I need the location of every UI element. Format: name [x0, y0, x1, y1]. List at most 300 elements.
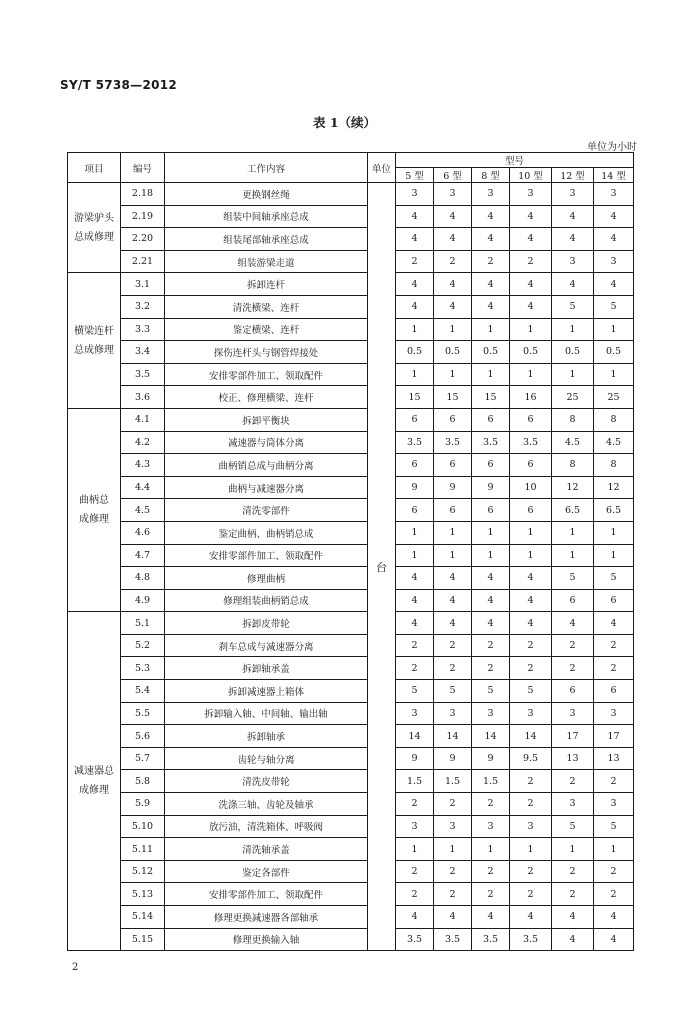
hours-value-cell: 2 [396, 883, 434, 906]
hours-value-cell: 6 [510, 408, 552, 431]
hours-value-cell: 4 [552, 906, 594, 929]
hours-value-cell: 4.5 [594, 431, 634, 454]
hours-value-cell: 4 [434, 589, 472, 612]
standard-code: SY/T 5738—2012 [60, 78, 178, 92]
hours-value-cell: 4 [594, 928, 634, 951]
hours-value-cell: 2 [434, 793, 472, 816]
hours-value-cell: 8 [594, 408, 634, 431]
hours-value-cell: 1 [434, 363, 472, 386]
work-content-cell: 清洗横梁、连杆 [165, 295, 368, 318]
work-content-cell: 拆卸轴承 [165, 725, 368, 748]
work-content-cell: 拆卸输入轴、中间轴、输出轴 [165, 702, 368, 725]
hours-value-cell: 3 [472, 183, 510, 206]
work-content-cell: 鉴定曲柄、曲柄销总成 [165, 521, 368, 544]
work-content-cell: 曲柄与减速器分离 [165, 476, 368, 499]
hours-value-cell: 6 [396, 454, 434, 477]
hours-value-cell: 4 [472, 589, 510, 612]
hours-value-cell: 14 [396, 725, 434, 748]
hours-value-cell: 4 [434, 295, 472, 318]
table-row [68, 386, 634, 409]
hours-value-cell: 1 [396, 363, 434, 386]
hours-value-cell: 6 [472, 408, 510, 431]
hours-value-cell: 6.5 [552, 499, 594, 522]
hours-value-cell: 3.5 [472, 928, 510, 951]
hours-value-cell: 1 [594, 521, 634, 544]
hours-value-cell: 3 [510, 183, 552, 206]
work-content-cell: 探伤连杆头与钢管焊接处 [165, 341, 368, 364]
hours-value-cell: 2 [510, 250, 552, 273]
hours-value-cell: 5 [594, 295, 634, 318]
hours-value-cell: 1 [552, 544, 594, 567]
hours-value-cell: 10 [510, 476, 552, 499]
hours-value-cell: 4 [472, 295, 510, 318]
hours-value-cell: 12 [594, 476, 634, 499]
hours-value-cell: 2 [510, 860, 552, 883]
hours-value-cell: 1 [594, 363, 634, 386]
hours-value-cell: 4 [472, 205, 510, 228]
hours-value-cell: 1 [594, 318, 634, 341]
work-content-cell: 组装中间轴承座总成 [165, 205, 368, 228]
hours-value-cell: 25 [594, 386, 634, 409]
item-number-cell: 3.4 [121, 341, 165, 364]
hours-value-cell: 1 [434, 544, 472, 567]
hours-value-cell: 0.5 [434, 341, 472, 364]
table-row [68, 747, 634, 770]
hours-value-cell: 2 [396, 860, 434, 883]
item-number-cell: 3.3 [121, 318, 165, 341]
hours-value-cell: 2 [510, 770, 552, 793]
work-content-cell: 更换钢丝绳 [165, 183, 368, 206]
group-name-cell [68, 612, 121, 951]
hours-value-cell: 2 [396, 793, 434, 816]
hours-value-cell: 3 [552, 250, 594, 273]
table-row [68, 680, 634, 703]
hours-value-cell: 1 [472, 363, 510, 386]
hours-value-cell: 2 [510, 657, 552, 680]
hours-value-cell: 9 [434, 747, 472, 770]
hours-value-cell: 1 [552, 838, 594, 861]
hours-value-cell: 3 [552, 793, 594, 816]
hours-value-cell: 3 [594, 250, 634, 273]
work-content-cell: 安排零部件加工、领取配件 [165, 363, 368, 386]
hours-value-cell: 4 [472, 612, 510, 635]
hours-value-cell: 6 [510, 454, 552, 477]
hours-value-cell: 14 [510, 725, 552, 748]
work-content-cell: 拆卸减速器上箱体 [165, 680, 368, 703]
hours-value-cell: 15 [472, 386, 510, 409]
work-content-cell: 鉴定各部件 [165, 860, 368, 883]
hours-value-cell: 2 [594, 883, 634, 906]
hours-value-cell: 2 [552, 634, 594, 657]
hours-value-cell: 2 [552, 657, 594, 680]
item-number-cell: 2.21 [121, 250, 165, 273]
work-content-cell: 组装尾部轴承座总成 [165, 228, 368, 251]
table-row [68, 634, 634, 657]
item-number-cell: 5.11 [121, 838, 165, 861]
hours-value-cell: 2 [472, 250, 510, 273]
hours-value-cell: 4 [510, 567, 552, 590]
hours-value-cell: 2 [434, 860, 472, 883]
hours-value-cell: 8 [552, 454, 594, 477]
item-number-cell: 5.12 [121, 860, 165, 883]
group-name-line: 减速器总 [74, 766, 114, 778]
hours-value-cell: 0.5 [594, 341, 634, 364]
hours-value-cell: 2 [472, 860, 510, 883]
item-number-cell: 5.4 [121, 680, 165, 703]
hours-value-cell: 1 [594, 838, 634, 861]
hours-value-cell: 3 [510, 702, 552, 725]
hours-value-cell: 2 [510, 883, 552, 906]
header-model: 10 型 [510, 168, 552, 183]
hours-value-cell: 2 [552, 770, 594, 793]
hours-value-cell: 2 [510, 634, 552, 657]
hours-value-cell: 4 [472, 906, 510, 929]
item-number-cell: 4.1 [121, 408, 165, 431]
hours-value-cell: 6 [552, 680, 594, 703]
hours-value-cell: 1 [396, 521, 434, 544]
table-row [68, 657, 634, 680]
hours-value-cell: 2 [396, 657, 434, 680]
work-content-cell: 组装游梁走道 [165, 250, 368, 273]
hours-value-cell: 4 [434, 906, 472, 929]
hours-value-cell: 3.5 [434, 431, 472, 454]
item-number-cell: 5.15 [121, 928, 165, 951]
work-content-cell: 齿轮与轴分离 [165, 747, 368, 770]
table-row [68, 815, 634, 838]
hours-value-cell: 16 [510, 386, 552, 409]
table-row [68, 499, 634, 522]
work-content-cell: 减速器与筒体分离 [165, 431, 368, 454]
hours-value-cell: 3.5 [472, 431, 510, 454]
table-row [68, 521, 634, 544]
work-content-cell: 清洗零部件 [165, 499, 368, 522]
hours-value-cell: 2 [396, 634, 434, 657]
hours-value-cell: 4 [434, 612, 472, 635]
hours-value-cell: 4 [510, 906, 552, 929]
hours-value-cell: 5 [552, 295, 594, 318]
hours-value-cell: 4 [396, 589, 434, 612]
hours-value-cell: 1.5 [472, 770, 510, 793]
hours-value-cell: 3 [396, 183, 434, 206]
table-row [68, 860, 634, 883]
group-name-line: 横梁连杆 [74, 325, 114, 337]
hours-value-cell: 3 [396, 815, 434, 838]
hours-value-cell: 3.5 [510, 431, 552, 454]
hours-value-cell: 3 [434, 702, 472, 725]
item-number-cell: 4.5 [121, 499, 165, 522]
hours-value-cell: 8 [552, 408, 594, 431]
hours-value-cell: 4 [552, 273, 594, 296]
item-number-cell: 4.3 [121, 454, 165, 477]
hours-value-cell: 2 [552, 860, 594, 883]
header-model: 8 型 [472, 168, 510, 183]
table-row [68, 341, 634, 364]
hours-value-cell: 1 [472, 544, 510, 567]
hours-value-cell: 9 [396, 747, 434, 770]
work-content-cell: 曲柄销总成与曲柄分离 [165, 454, 368, 477]
hours-value-cell: 1 [510, 318, 552, 341]
hours-value-cell: 3.5 [434, 928, 472, 951]
hours-value-cell: 3.5 [510, 928, 552, 951]
work-content-cell: 洗涤三轴、齿轮及轴承 [165, 793, 368, 816]
item-number-cell: 2.20 [121, 228, 165, 251]
hours-value-cell: 4 [396, 273, 434, 296]
group-name-cell [68, 183, 121, 273]
hours-value-cell: 9.5 [510, 747, 552, 770]
group-name-cell [68, 273, 121, 409]
work-hours-table [67, 152, 634, 951]
table-row [68, 250, 634, 273]
item-number-cell: 3.5 [121, 363, 165, 386]
hours-value-cell: 4 [552, 228, 594, 251]
header-model: 14 型 [594, 168, 634, 183]
hours-value-cell: 8 [594, 454, 634, 477]
table-row [68, 544, 634, 567]
item-number-cell: 2.19 [121, 205, 165, 228]
hours-value-cell: 5 [552, 567, 594, 590]
hours-value-cell: 6 [434, 454, 472, 477]
table-row [68, 883, 634, 906]
hours-value-cell: 6 [434, 408, 472, 431]
hours-value-cell: 0.5 [396, 341, 434, 364]
page-number: 2 [72, 962, 79, 973]
work-content-cell: 修理更换输入轴 [165, 928, 368, 951]
hours-value-cell: 4.5 [552, 431, 594, 454]
hours-value-cell: 3 [594, 702, 634, 725]
table-row [68, 228, 634, 251]
hours-value-cell: 1 [594, 544, 634, 567]
hours-value-cell: 4 [434, 205, 472, 228]
header-model-group: 型号 [396, 153, 634, 168]
hours-value-cell: 5 [472, 680, 510, 703]
hours-value-cell: 2 [594, 770, 634, 793]
hours-value-cell: 3 [552, 183, 594, 206]
item-number-cell: 5.9 [121, 793, 165, 816]
hours-value-cell: 4 [510, 295, 552, 318]
item-number-cell: 5.3 [121, 657, 165, 680]
item-number-cell: 5.14 [121, 906, 165, 929]
hours-value-cell: 2 [434, 883, 472, 906]
hours-value-cell: 13 [552, 747, 594, 770]
hours-value-cell: 3.5 [396, 928, 434, 951]
group-name-cell [68, 408, 121, 611]
hours-value-cell: 9 [434, 476, 472, 499]
hours-value-cell: 3 [552, 702, 594, 725]
hours-value-cell: 4 [396, 906, 434, 929]
table-row [68, 408, 634, 431]
hours-value-cell: 3 [594, 183, 634, 206]
item-number-cell: 5.8 [121, 770, 165, 793]
table-row [68, 725, 634, 748]
item-number-cell: 5.13 [121, 883, 165, 906]
hours-value-cell: 1 [396, 544, 434, 567]
header-model: 12 型 [552, 168, 594, 183]
header-unit: 单位 [368, 153, 396, 183]
hours-value-cell: 1 [396, 838, 434, 861]
work-content-cell: 刹车总成与减速器分离 [165, 634, 368, 657]
hours-value-cell: 1 [510, 363, 552, 386]
hours-value-cell: 0.5 [472, 341, 510, 364]
unit-cell: 台 [368, 183, 396, 951]
hours-value-cell: 6 [594, 589, 634, 612]
header-content: 工作内容 [165, 153, 368, 183]
hours-value-cell: 4 [594, 906, 634, 929]
header-model: 5 型 [396, 168, 434, 183]
hours-value-cell: 5 [552, 815, 594, 838]
work-content-cell: 修理曲柄 [165, 567, 368, 590]
work-content-cell: 安排零部件加工、领取配件 [165, 544, 368, 567]
item-number-cell: 3.6 [121, 386, 165, 409]
hours-value-cell: 4 [396, 205, 434, 228]
group-name-line: 曲柄总 [79, 495, 109, 507]
hours-value-cell: 6 [510, 499, 552, 522]
table-row [68, 589, 634, 612]
hours-value-cell: 4 [594, 273, 634, 296]
item-number-cell: 4.7 [121, 544, 165, 567]
table-row [68, 928, 634, 951]
hours-value-cell: 4 [594, 205, 634, 228]
hours-value-cell: 3 [594, 793, 634, 816]
hours-value-cell: 4 [472, 273, 510, 296]
unit-note: 单位为小时 [587, 142, 637, 153]
hours-value-cell: 4 [510, 228, 552, 251]
table-row [68, 702, 634, 725]
hours-value-cell: 6 [472, 499, 510, 522]
hours-value-cell: 1 [396, 318, 434, 341]
hours-value-cell: 1 [434, 521, 472, 544]
hours-value-cell: 14 [434, 725, 472, 748]
hours-value-cell: 1 [472, 838, 510, 861]
table-row [68, 363, 634, 386]
hours-value-cell: 4 [552, 612, 594, 635]
hours-value-cell: 2 [472, 793, 510, 816]
group-name-line: 成修理 [79, 785, 109, 797]
hours-value-cell: 9 [472, 747, 510, 770]
group-name-line: 总成修理 [74, 231, 114, 243]
item-number-cell: 3.1 [121, 273, 165, 296]
hours-value-cell: 2 [434, 657, 472, 680]
hours-value-cell: 1 [552, 521, 594, 544]
table-row [68, 612, 634, 635]
hours-value-cell: 2 [552, 883, 594, 906]
hours-value-cell: 3 [510, 815, 552, 838]
work-content-cell: 清洗皮带轮 [165, 770, 368, 793]
table-row [68, 476, 634, 499]
hours-value-cell: 9 [396, 476, 434, 499]
hours-value-cell: 6 [396, 499, 434, 522]
hours-value-cell: 2 [434, 250, 472, 273]
table-row [68, 793, 634, 816]
hours-value-cell: 3 [434, 815, 472, 838]
hours-value-cell: 17 [552, 725, 594, 748]
header-number: 编号 [121, 153, 165, 183]
hours-value-cell: 4 [396, 228, 434, 251]
hours-value-cell: 6 [434, 499, 472, 522]
hours-value-cell: 6 [396, 408, 434, 431]
hours-value-cell: 3 [434, 183, 472, 206]
hours-value-cell: 1 [434, 838, 472, 861]
hours-value-cell: 4 [434, 567, 472, 590]
hours-value-cell: 4 [594, 228, 634, 251]
hours-value-cell: 1 [552, 363, 594, 386]
hours-value-cell: 1 [434, 318, 472, 341]
table-row [68, 431, 634, 454]
table-row [68, 318, 634, 341]
work-content-cell: 鉴定横梁、连杆 [165, 318, 368, 341]
hours-value-cell: 4 [510, 612, 552, 635]
work-content-cell: 拆卸轴承盖 [165, 657, 368, 680]
item-number-cell: 5.1 [121, 612, 165, 635]
work-content-cell: 校正、修理横梁、连杆 [165, 386, 368, 409]
work-content-cell: 放污油，清洗箱体、呼吸阀 [165, 815, 368, 838]
group-name-line: 成修理 [79, 514, 109, 526]
work-content-cell: 清洗轴承盖 [165, 838, 368, 861]
hours-value-cell: 1 [472, 521, 510, 544]
hours-value-cell: 1 [510, 521, 552, 544]
table-row [68, 273, 634, 296]
hours-value-cell: 4 [552, 928, 594, 951]
work-content-cell: 拆卸平衡块 [165, 408, 368, 431]
item-number-cell: 4.9 [121, 589, 165, 612]
hours-value-cell: 2 [510, 793, 552, 816]
hours-value-cell: 1.5 [434, 770, 472, 793]
work-content-cell: 修理组装曲柄销总成 [165, 589, 368, 612]
table-title: 表 1（续） [312, 115, 377, 130]
hours-value-cell: 14 [472, 725, 510, 748]
hours-value-cell: 4 [594, 612, 634, 635]
table-row [68, 183, 634, 206]
table-row [68, 838, 634, 861]
table-row [68, 567, 634, 590]
item-number-cell: 5.2 [121, 634, 165, 657]
hours-value-cell: 1 [510, 838, 552, 861]
hours-value-cell: 4 [472, 567, 510, 590]
hours-value-cell: 0.5 [552, 341, 594, 364]
hours-value-cell: 3.5 [396, 431, 434, 454]
hours-value-cell: 9 [472, 476, 510, 499]
hours-value-cell: 1 [552, 318, 594, 341]
hours-value-cell: 4 [472, 228, 510, 251]
hours-value-cell: 2 [594, 860, 634, 883]
work-content-cell: 拆卸连杆 [165, 273, 368, 296]
hours-value-cell: 4 [510, 205, 552, 228]
table-row [68, 906, 634, 929]
table-row [68, 770, 634, 793]
hours-value-cell: 6 [552, 589, 594, 612]
hours-value-cell: 6 [594, 680, 634, 703]
hours-value-cell: 3 [396, 702, 434, 725]
item-number-cell: 3.2 [121, 295, 165, 318]
table-row [68, 205, 634, 228]
hours-value-cell: 4 [510, 273, 552, 296]
hours-value-cell: 5 [594, 815, 634, 838]
hours-value-cell: 5 [594, 567, 634, 590]
hours-value-cell: 25 [552, 386, 594, 409]
hours-value-cell: 2 [472, 634, 510, 657]
hours-value-cell: 5 [510, 680, 552, 703]
hours-value-cell: 4 [396, 612, 434, 635]
hours-value-cell: 4 [396, 295, 434, 318]
item-number-cell: 5.10 [121, 815, 165, 838]
header-model: 6 型 [434, 168, 472, 183]
hours-value-cell: 1.5 [396, 770, 434, 793]
hours-value-cell: 3 [472, 815, 510, 838]
hours-value-cell: 5 [396, 680, 434, 703]
hours-value-cell: 17 [594, 725, 634, 748]
table-row [68, 295, 634, 318]
hours-value-cell: 2 [434, 634, 472, 657]
item-number-cell: 4.2 [121, 431, 165, 454]
